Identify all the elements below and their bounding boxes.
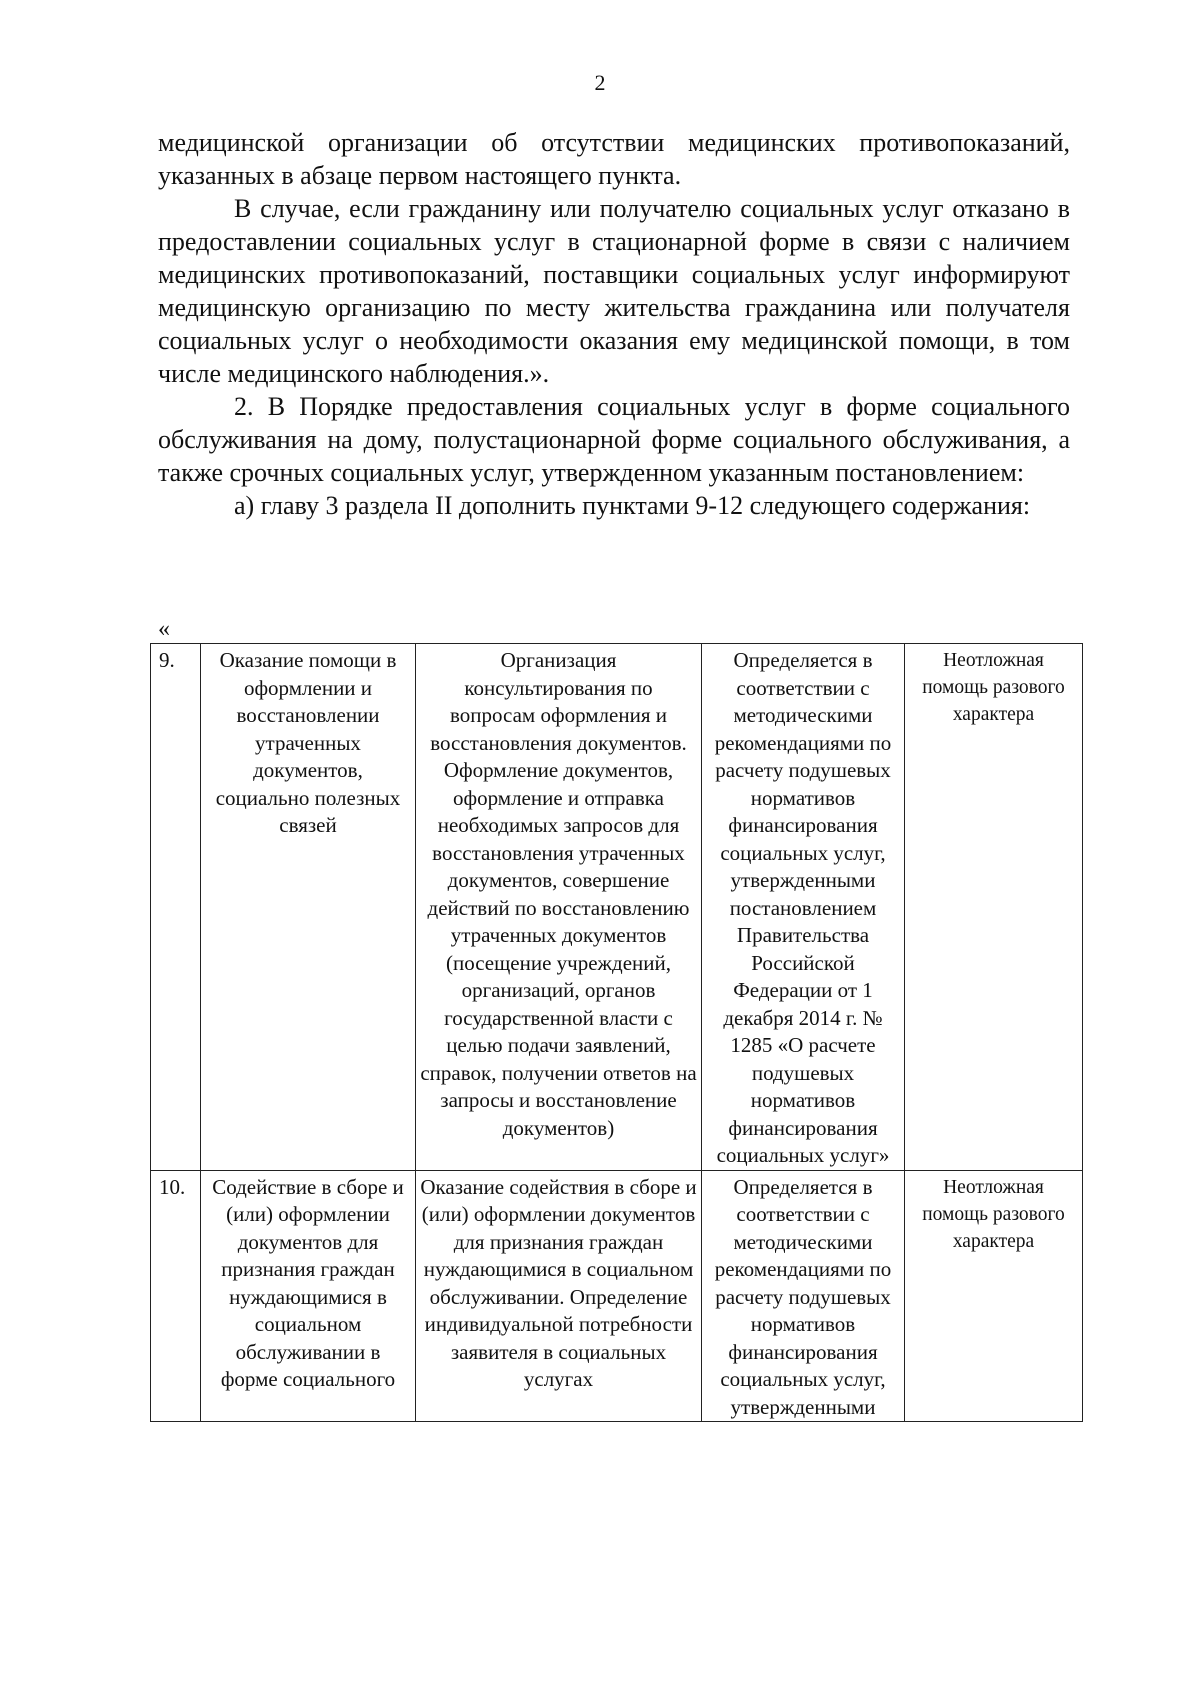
service-norm: Определяется в соответствии с методическими рекомендациями по расчету подушевых нормативов финансирования социальных услуг, утвержденными постановлением Правительства Российской Федерации от 1 декабря 2014 г. № 1285 «О расчете подушевых нормативов финансирования социальных услуг» <box>702 644 905 1171</box>
service-category: Неотложная помощь разового характера <box>905 1170 1083 1422</box>
document-body <box>158 126 1070 522</box>
paragraph-1: медицинской организации об отсутствии медицинских противопоказаний, указанных в абзаце первом настоящего пункта. <box>158 128 1070 190</box>
services-table <box>150 643 1083 1422</box>
paragraph-4: а) главу 3 раздела II дополнить пунктами 9-12 следующего содержания: <box>234 491 1031 520</box>
table-row <box>151 644 1083 1171</box>
service-category: Неотложная помощь разового характера <box>905 644 1083 1171</box>
page-number: 2 <box>594 70 606 95</box>
opening-quote-mark: « <box>158 616 170 642</box>
service-description: Организация консультирования по вопросам оформления и восстановления документов. Оформление документов, оформление и отправка необходимых запросов для восстановления утраченных документов, совершение действий по восстановлению утраченных документов (посещение учреждений, организаций, органов государственной власти с целью подачи заявлений, справок, получении ответов на запросы и восстановление документов) <box>416 644 702 1171</box>
service-norm: Определяется в соответствии с методическими рекомендациями по расчету подушевых нормативов финансирования социальных услуг, утвержденными <box>702 1170 905 1422</box>
row-number: 10. <box>151 1170 201 1422</box>
service-name: Оказание помощи в оформлении и восстановлении утраченных документов, социально полезных связей <box>201 644 416 1171</box>
service-description: Оказание содействия в сборе и (или) оформлении документов для признания граждан нуждающимися в социальном обслуживании. Определение индивидуальной потребности заявителя в социальных услугах <box>416 1170 702 1422</box>
row-number: 9. <box>151 644 201 1171</box>
paragraph-2: В случае, если гражданину или получателю социальных услуг отказано в предоставлении социальных услуг в стационарной форме в связи с наличием медицинских противопоказаний, поставщики социальных услуг информируют медицинскую организацию по месту жительства гражданина или получателя социальных услуг о необходимости оказания ему медицинской помощи, в том числе медицинского наблюдения.». <box>158 194 1070 388</box>
table-row <box>151 1170 1083 1422</box>
paragraph-3: 2. В Порядке предоставления социальных услуг в форме социального обслуживания на дому, полустационарной форме социального обслуживания, а также срочных социальных услуг, утвержденном указанным постановлением: <box>158 392 1070 487</box>
service-name: Содействие в сборе и (или) оформлении документов для признания граждан нуждающимися в социальном обслуживании в форме социального <box>201 1170 416 1422</box>
